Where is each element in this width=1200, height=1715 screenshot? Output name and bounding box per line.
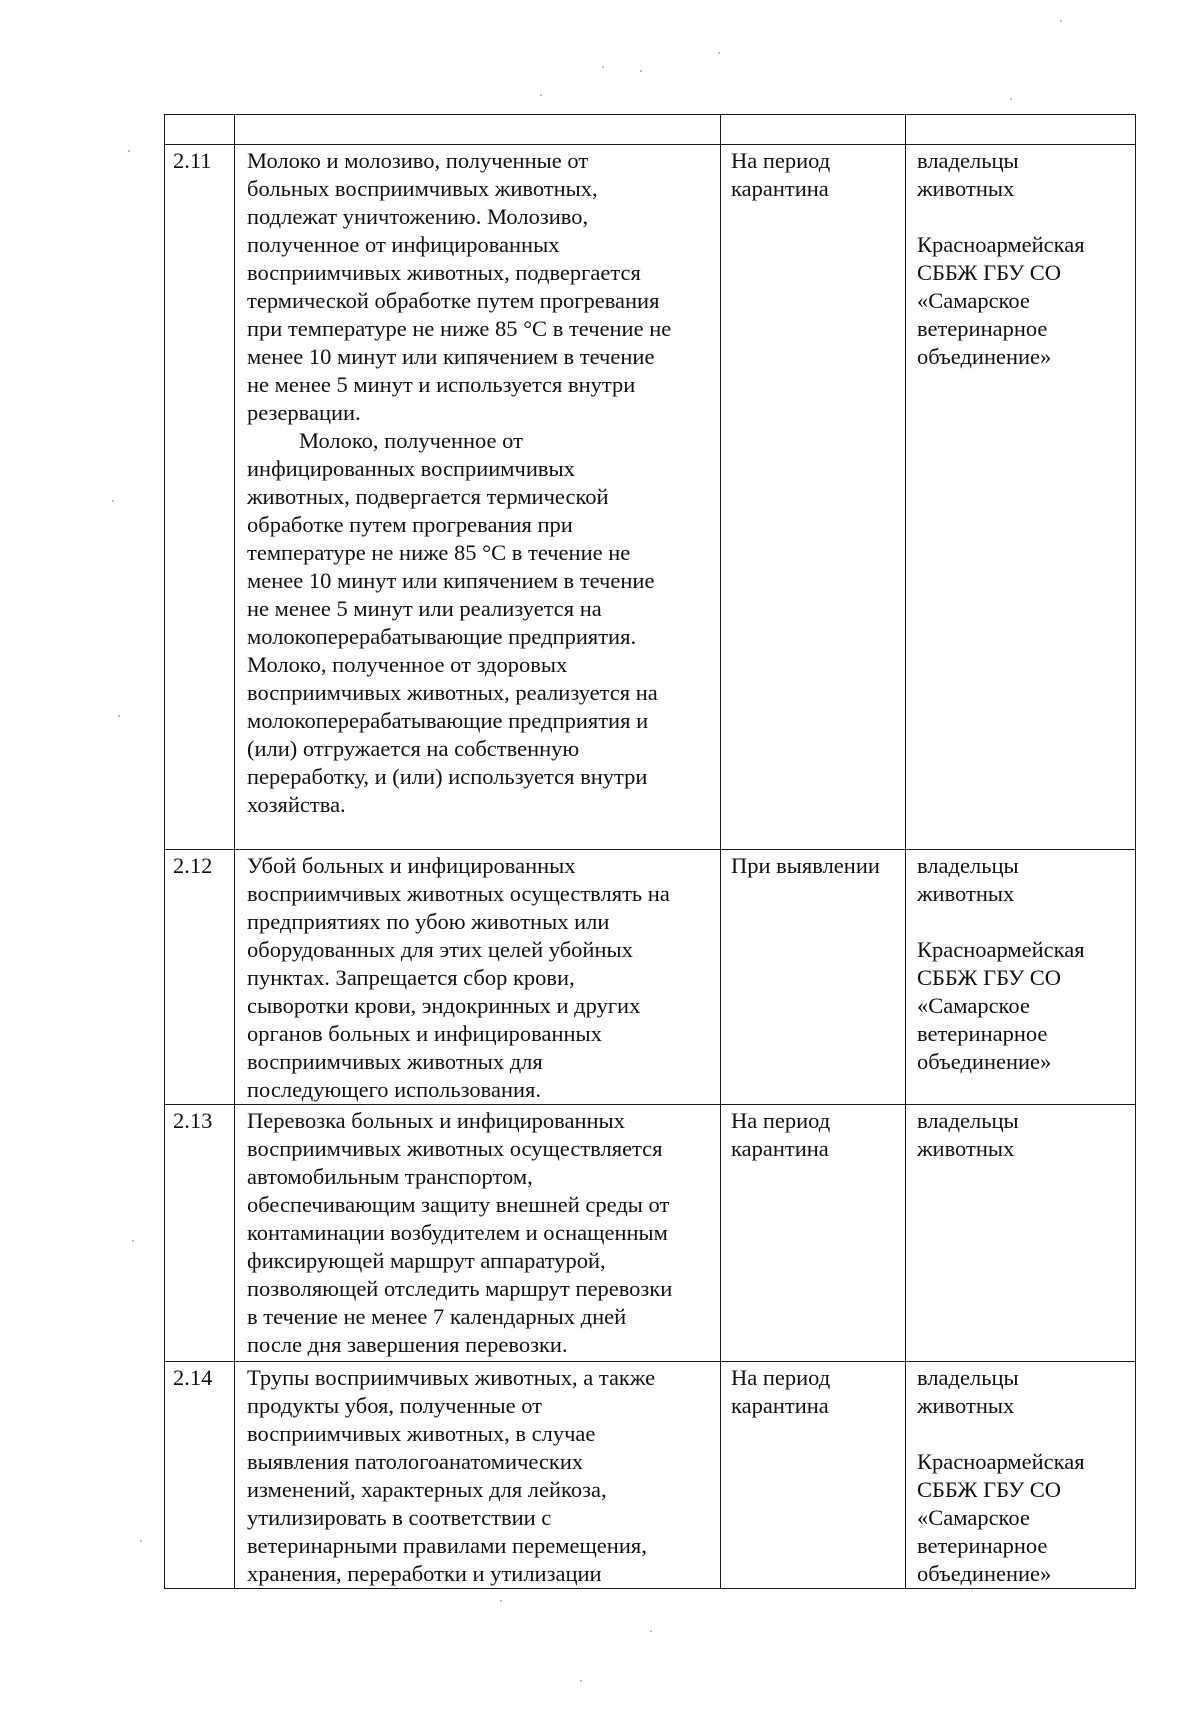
scan-speck <box>1010 98 1012 100</box>
scan-speck <box>650 1630 652 1632</box>
responsible-line: СББЖ ГБУ СО <box>917 1477 1062 1502</box>
table-row <box>165 1105 1136 1362</box>
responsible-line: объединение» <box>917 344 1052 369</box>
header-cell <box>906 115 1136 145</box>
responsible-line: ветеринарное <box>917 316 1048 341</box>
scan-speck <box>640 70 642 72</box>
measure-paragraph: Молоко и молозиво, полученные от больных восприимчивых животных, подлежат уничтожению. Молозиво, полученное от инфицированных восприимчивых животных, подвергается термической обработке путем прогревания при температуре не ниже 85 °С в течение не менее 10 минут или кипячением в течение не менее 5 минут и используется внутри резервации. <box>247 148 672 425</box>
table-row <box>165 850 1136 1105</box>
measure-responsible <box>906 1362 1136 1589</box>
responsible-line: животных <box>917 176 1015 201</box>
responsible-line: владельцы <box>917 1365 1019 1390</box>
responsible-line: владельцы <box>917 1108 1019 1133</box>
responsible-line: объединение» <box>917 1561 1052 1586</box>
header-cell <box>235 115 721 145</box>
scan-speck <box>132 1240 134 1242</box>
item-number: 2.12 <box>165 850 235 1105</box>
measure-paragraph: Молоко, полученное от здоровых восприимчивых животных, реализуется на молокоперерабатывающие предприятия и (или) отгружается на собственную переработку, и (или) используется внутри хозяйства. <box>247 652 658 817</box>
measure-period <box>721 1362 906 1589</box>
scan-speck <box>580 1680 582 1682</box>
item-number: 2.13 <box>165 1105 235 1362</box>
responsible-line: «Самарское <box>917 993 1030 1018</box>
responsible-line: «Самарское <box>917 288 1030 313</box>
measure-responsible <box>906 850 1136 1105</box>
scan-speck <box>540 94 542 96</box>
period-text: При выявлении <box>731 853 880 878</box>
responsible-line: ветеринарное <box>917 1021 1048 1046</box>
measure-description <box>235 145 721 850</box>
measure-responsible <box>906 1105 1136 1362</box>
table-row <box>165 1362 1136 1589</box>
scan-speck <box>128 150 130 152</box>
period-text: На период карантина <box>731 1108 831 1161</box>
scan-speck <box>118 715 120 717</box>
header-cell <box>721 115 906 145</box>
responsible-line: Красноармейская <box>917 937 1085 962</box>
scan-speck <box>602 66 604 68</box>
responsible-line: Красноармейская <box>917 1449 1085 1474</box>
responsible-line: владельцы <box>917 853 1019 878</box>
period-text: На период карантина <box>731 1365 831 1418</box>
measure-paragraph: Трупы восприимчивых животных, а также продукты убоя, полученные от восприимчивых животных, в случае выявления патологоанатомических изменений, характерных для лейкоза, утилизировать в соответствии с ветеринарными правилами перемещения, хранения, переработки и утилизации <box>247 1365 656 1586</box>
responsible-line: СББЖ ГБУ СО <box>917 965 1062 990</box>
table-row <box>165 145 1136 850</box>
measure-paragraph: Перевозка больных и инфицированных восприимчивых животных осуществляется автомобильным транспортом, обеспечивающим защиту внешней среды от контаминации возбудителем и оснащенным фиксирующей маршрут аппаратурой, позволяющей отследить маршрут перевозки в течение не менее 7 календарных дней после дня завершения перевозки. <box>247 1108 673 1357</box>
measure-description <box>235 1105 721 1362</box>
scan-speck <box>500 1600 502 1602</box>
responsible-line: животных <box>917 881 1015 906</box>
period-text: На период карантина <box>731 148 831 201</box>
item-number: 2.11 <box>165 145 235 850</box>
measure-description <box>235 850 721 1105</box>
responsible-line: животных <box>917 1393 1015 1418</box>
responsible-line: животных <box>917 1136 1015 1161</box>
scan-speck <box>140 1540 142 1542</box>
scan-speck <box>112 500 114 502</box>
measures-table <box>164 114 1136 1589</box>
measure-responsible <box>906 145 1136 850</box>
responsible-line: «Самарское <box>917 1505 1030 1530</box>
measure-period <box>721 145 906 850</box>
measure-period <box>721 850 906 1105</box>
measure-period <box>721 1105 906 1362</box>
table-header-row <box>165 115 1136 145</box>
scan-speck <box>1060 20 1062 22</box>
responsible-line: СББЖ ГБУ СО <box>917 260 1062 285</box>
measure-paragraph: Молоко, полученное от инфицированных восприимчивых животных, подвергается термической обработке путем прогревания при температуре не ниже 85 °С в течение не менее 10 минут или кипячением в течение не менее 5 минут или реализуется на молокоперерабатывающие предприятия. <box>247 428 655 649</box>
responsible-line: объединение» <box>917 1049 1052 1074</box>
responsible-line: ветеринарное <box>917 1533 1048 1558</box>
measure-description <box>235 1362 721 1589</box>
measure-paragraph: Убой больных и инфицированных восприимчивых животных осуществлять на предприятиях по убою животных или оборудованных для этих целей убойных пунктах. Запрещается сбор крови, сыворотки крови, эндокринных и других органов больных и инфицированных восприимчивых животных для последующего использования. <box>247 853 670 1102</box>
header-cell <box>165 115 235 145</box>
scan-speck <box>718 52 720 54</box>
responsible-line: владельцы <box>917 148 1019 173</box>
item-number: 2.14 <box>165 1362 235 1589</box>
responsible-line: Красноармейская <box>917 232 1085 257</box>
